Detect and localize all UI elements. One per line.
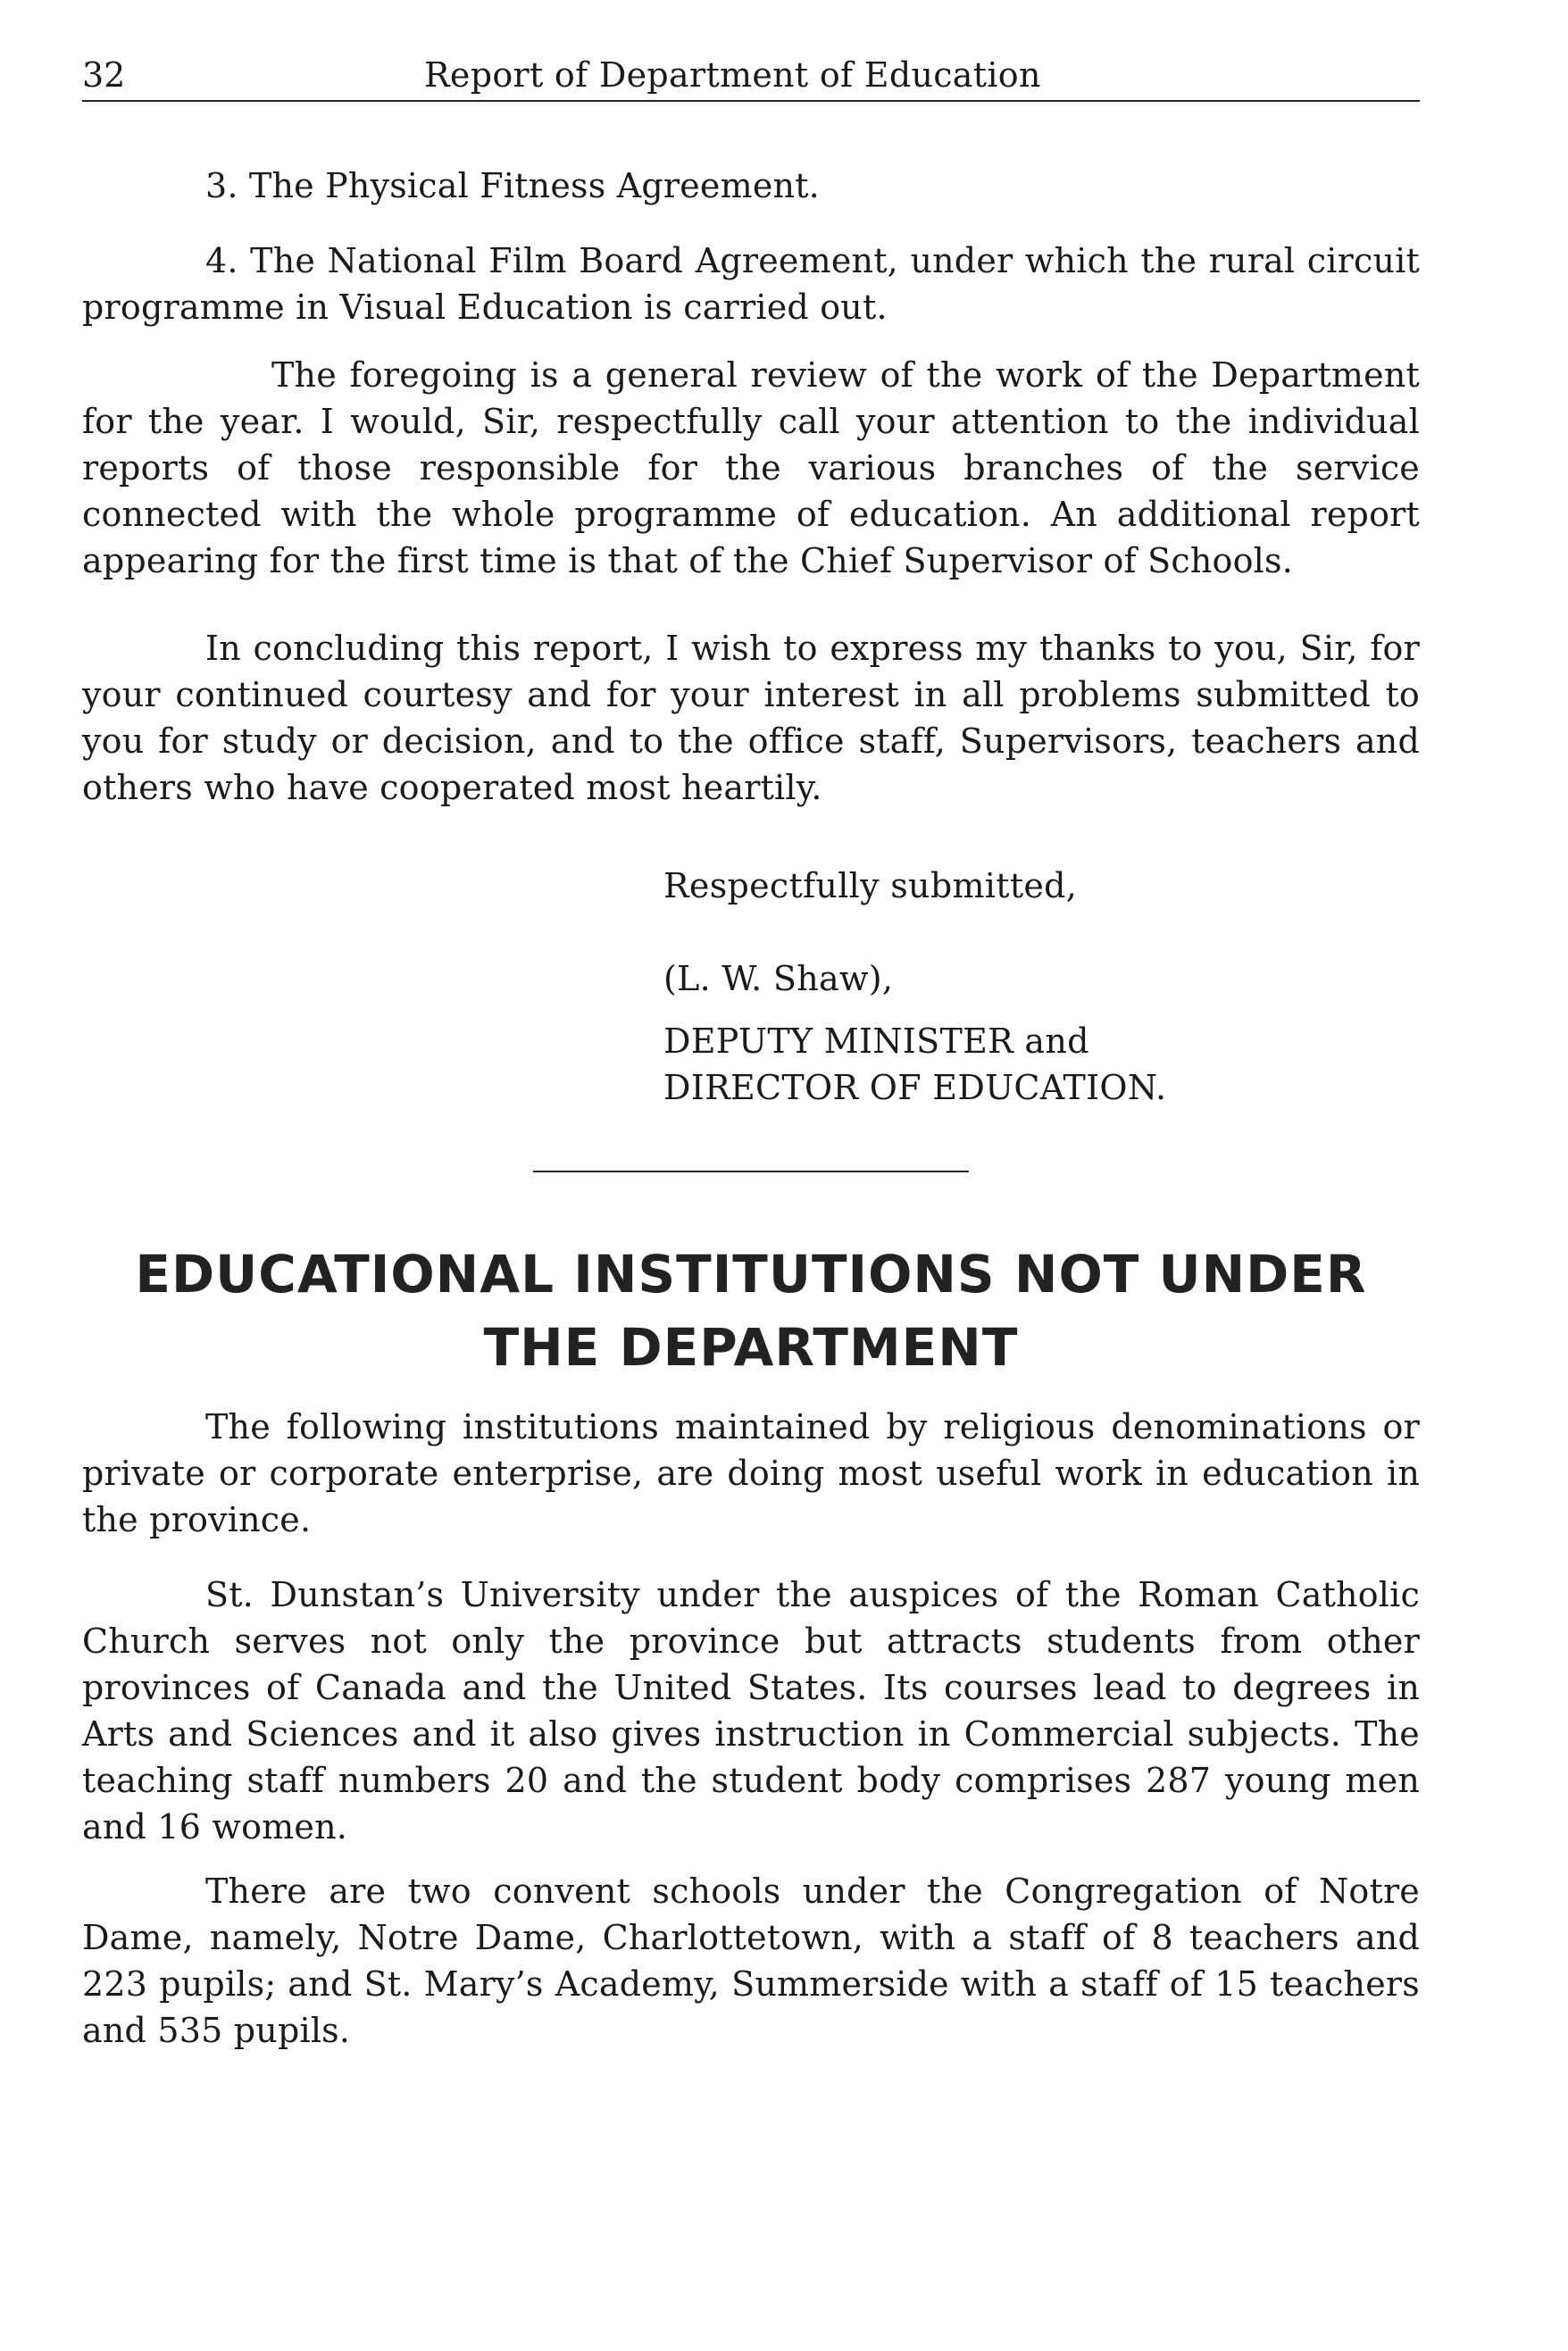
signature-title-line1: DEPUTY MINISTER and [663,1021,1089,1061]
paragraph-convent-schools: There are two convent schools under the Congregation of Notre Dame, namely, Notre Dame, Charlottetown, with a staff of 8 teachers and 223 pupils; and St. Mary’s Academy, Summerside with a staff of 15 teachers and 535 pupils. [82,1872,1420,2050]
signature-closing: Respectfully submitted, [663,866,1078,905]
running-head [82,48,1420,102]
section-heading-line2: THE DEPARTMENT [483,1317,1019,1378]
paragraph-institutions-intro: The following institutions maintained by religious denominations or private or corporate enterprise, are doing most useful work in education in the province. [82,1407,1420,1539]
running-title: Report of Department of Education [424,55,1041,95]
paragraph-concluding: In concluding this report, I wish to express my thanks to you, Sir, for your continued courtesy and for your interest in all problems submitted to you for study or decision, and to the office staff, Supervisors, teachers and others who have cooperated most heartily. [82,629,1420,807]
signature-name: (L. W. Shaw), [663,959,894,998]
list-item-film-board: 4. The National Film Board Agreement, under which the rural circuit programme in Visual Education is carried out. [82,241,1420,327]
section-heading-line1: EDUCATIONAL INSTITUTIONS NOT UNDER [135,1244,1367,1305]
signature-title-line2: DIRECTOR OF EDUCATION. [663,1068,1167,1107]
paragraph-st-dunstans: St. Dunstan’s University under the auspices of the Roman Catholic Church serves not only the province but attracts students from other provinces of Canada and the United States. Its courses lead to degrees in Arts and Sciences and it also gives instruction in Commercial subjects. The teaching staff numbers 20 and the student body comprises 287 young men and 16 women. [82,1575,1420,1847]
list-item-physical-fitness: 3. The Physical Fitness Agreement. [205,166,820,205]
paragraph-general-review: The foregoing is a general review of the work of the Department for the year. I would, Sir, respectfully call your attention to the individual reports of those responsible for the various branches of the service connected with the whole programme of education. An additional report appearing for the first time is that of the Chief Supervisor of Schools. [82,355,1420,580]
section-divider [533,1171,969,1172]
page-number: 32 [82,55,126,95]
header-rule [82,100,1420,102]
